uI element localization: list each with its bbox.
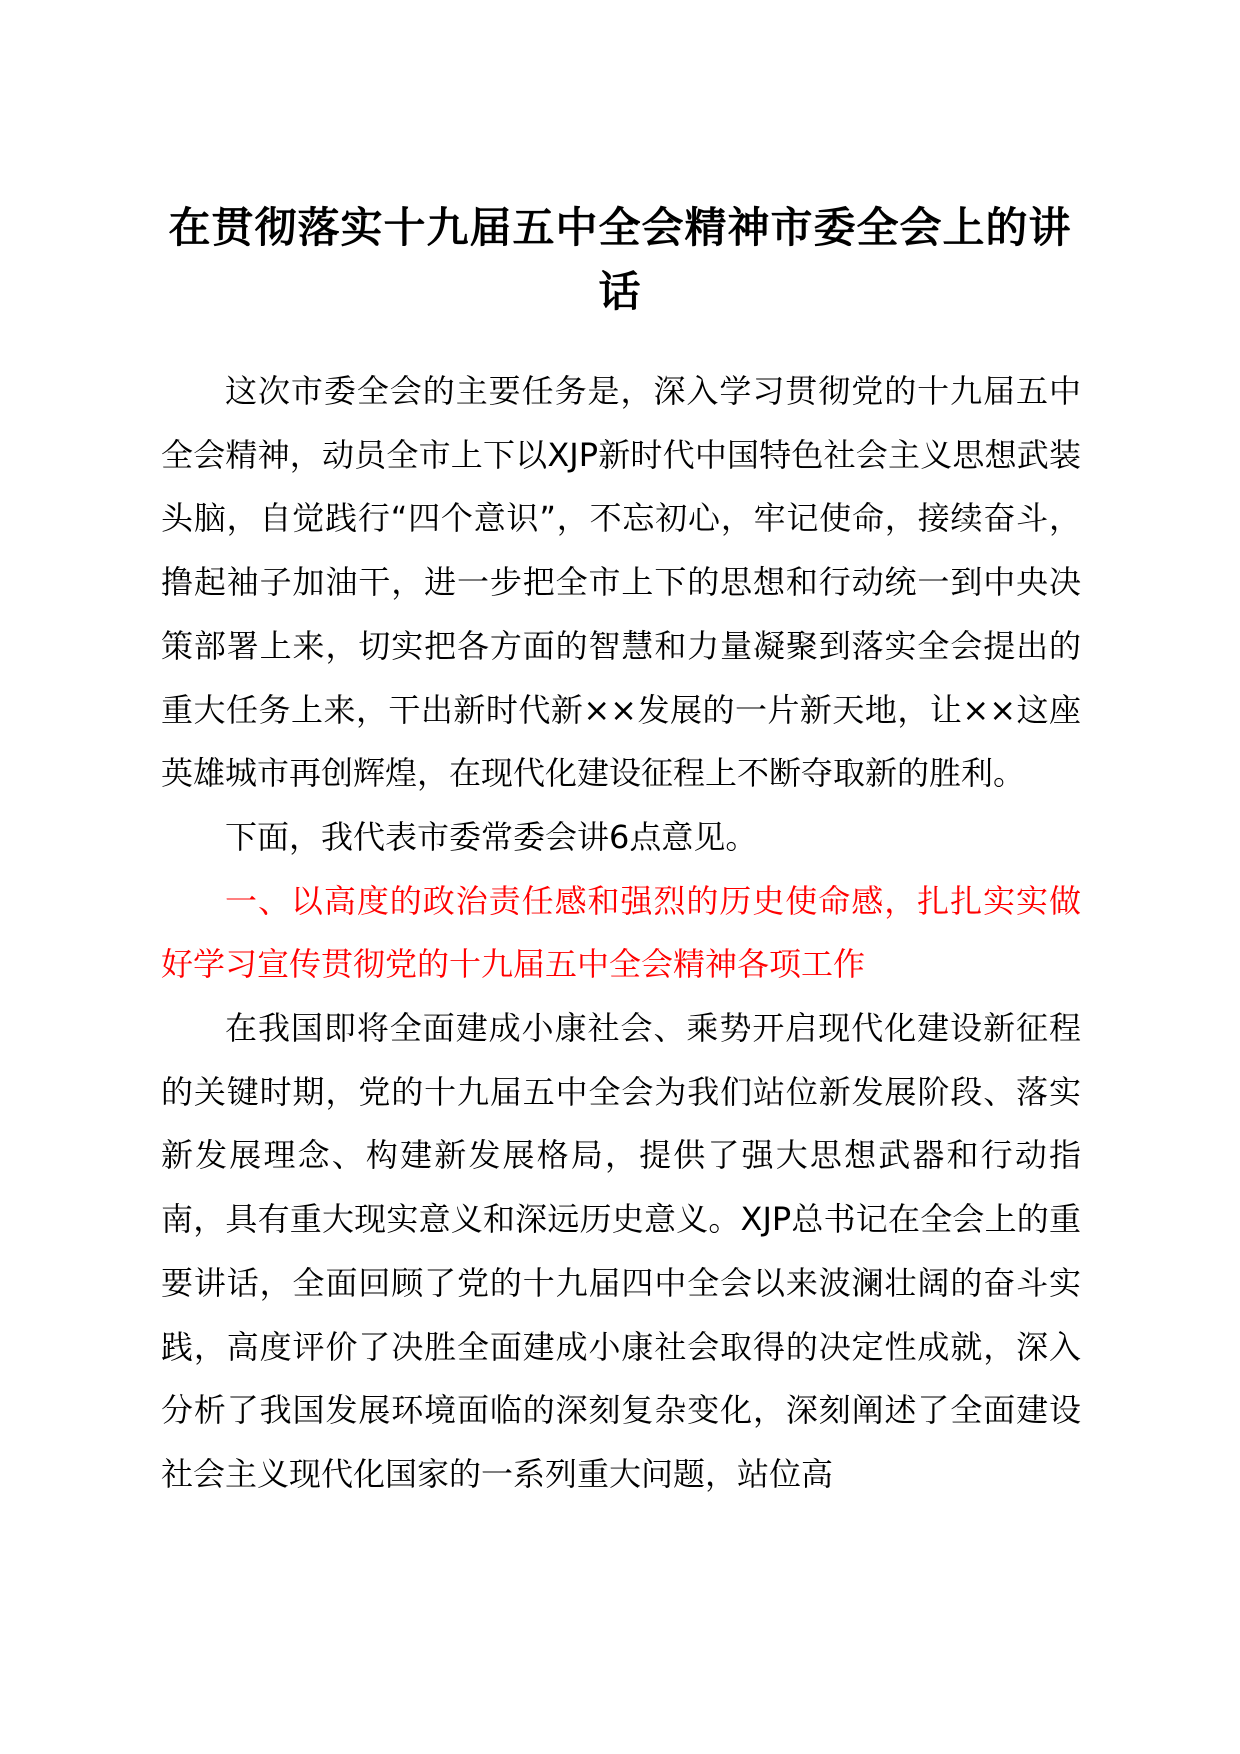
body-paragraph: 这次市委全会的主要任务是，深入学习贯彻党的十九届五中全会精神，动员全市上下以XJP新时代中国特色社会主义思想武装头脑，自觉践行“四个意识”，不忘初心，牢记使命，接续奋斗，撸起袖子加油干，进一步把全市上下的思想和行动统一到中央决策部署上来，切实把各方面的智慧和力量凝聚到落实全会提出的重大任务上来，干出新时代新××发展的一片新天地，让××这座英雄城市再创辉煌，在现代化建设征程上不断夺取新的胜利。 <box>161 372 1081 793</box>
document-body <box>161 360 1081 1507</box>
body-paragraph: 在我国即将全面建成小康社会、乘势开启现代化建设新征程的关键时期，党的十九届五中全会为我们站位新发展阶段、落实新发展理念、构建新发展格局，提供了强大思想武器和行动指南，具有重大现实意义和深远历史意义。XJP总书记在全会上的重要讲话，全面回顾了党的十九届四中全会以来波澜壮阔的奋斗实践，高度评价了决胜全面建成小康社会取得的决定性成就，深入分析了我国发展环境面临的深刻复杂变化，深刻阐述了全面建设社会主义现代化国家的一系列重大问题，站位高 <box>161 1009 1081 1493</box>
document-title: 在贯彻落实十九届五中全会精神市委全会上的讲话 <box>168 203 1072 316</box>
body-paragraph: 下面，我代表市委常委会讲6点意见。 <box>225 817 758 856</box>
section-heading: 一、以高度的政治责任感和强烈的历史使命感，扎扎实实做好学习宣传贯彻党的十九届五中全会精神各项工作 <box>161 881 1081 984</box>
